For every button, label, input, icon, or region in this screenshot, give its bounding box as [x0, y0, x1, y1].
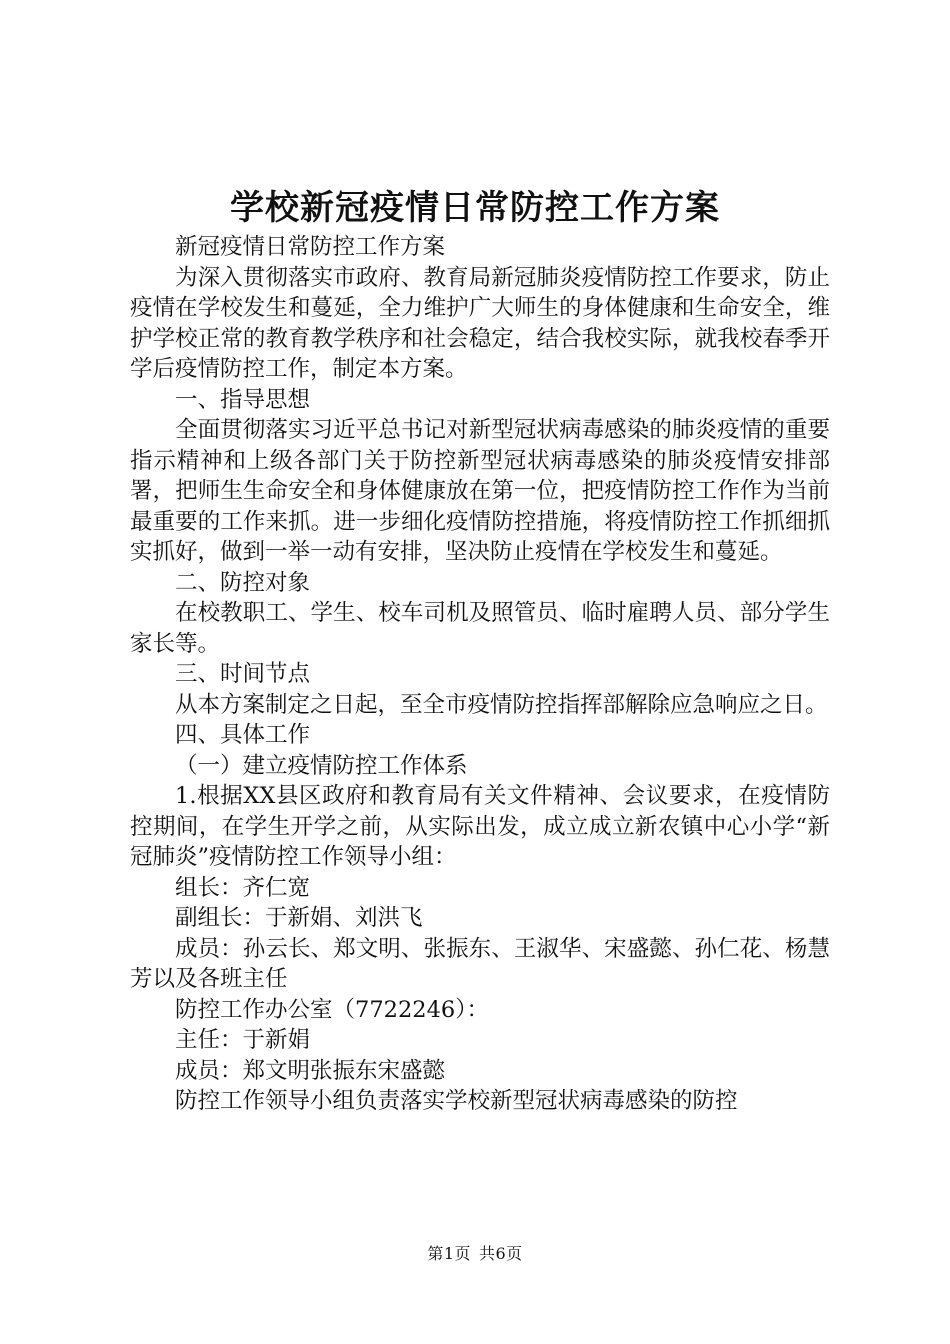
leadership-group-paragraph: 1.根据XX县区政府和教育局有关文件精神、会议要求，在疫情防控期间，在学生开学之前，从实际出发，成立成立新农镇中心小学“新冠肺炎”疫情防控工作领导小组：	[130, 783, 830, 870]
section-heading-targets: 二、防控对象	[175, 569, 311, 596]
subtitle-paragraph: 新冠疫情日常防控工作方案	[175, 234, 446, 260]
document-body	[130, 232, 830, 1117]
page-footer	[0, 1244, 950, 1264]
targets-paragraph: 在校教职工、学生、校车司机及照管员、临时雇聘人员、部分学生家长等。	[130, 600, 830, 657]
guiding-ideology-paragraph: 全面贯彻落实习近平总书记对新型冠状病毒感染的肺炎疫情的重要指示精神和上级各部门关于防控新型冠状病毒感染的肺炎疫情安排部署，把师生生命安全和身体健康放在第一位，把疫情防控工作作为当前最重要的工作来抓。进一步细化疫情防控措施，将疫情防控工作抓细抓实抓好，做到一举一动有安排，坚决防止疫情在学校发生和蔓延。	[130, 417, 830, 565]
section-heading-specific-work: 四、具体工作	[175, 722, 311, 748]
responsibility-paragraph: 防控工作领导小组负责落实学校新型冠状病毒感染的防控	[175, 1088, 738, 1114]
deputy-leader-line: 副组长：于新娟、刘洪飞	[175, 905, 423, 931]
page-total: 共6页	[479, 1244, 523, 1263]
section-heading-guiding-ideology: 一、指导思想	[175, 386, 311, 413]
subsection-heading-system: （一）建立疫情防控工作体系	[175, 752, 468, 779]
timeline-paragraph: 从本方案制定之日起，至全市疫情防控指挥部解除应急响应之日。	[175, 691, 828, 718]
office-members-line: 成员：郑文明张振东宋盛懿	[175, 1057, 446, 1084]
intro-paragraph: 为深入贯彻落实市政府、教育局新冠肺炎疫情防控工作要求，防止疫情在学校发生和蔓延，全力维护广大师生的身体健康和生命安全，维护学校正常的教育教学秩序和社会稳定，结合我校实际，就我校春季开学后疫情防控工作，制定本方案。	[130, 264, 830, 382]
section-heading-timeline: 三、时间节点	[175, 661, 311, 687]
page-number: 第1页	[427, 1244, 471, 1263]
group-leader-line: 组长：齐仁宽	[175, 874, 311, 901]
office-line: 防控工作办公室（7722246）：	[175, 996, 489, 1023]
members-line: 成员：孙云长、郑文明、张振东、王淑华、宋盛懿、孙仁花、杨慧芳以及各班主任	[130, 935, 830, 992]
document-title: 学校新冠疫情日常防控工作方案	[230, 188, 720, 228]
director-line: 主任：于新娟	[175, 1027, 311, 1053]
